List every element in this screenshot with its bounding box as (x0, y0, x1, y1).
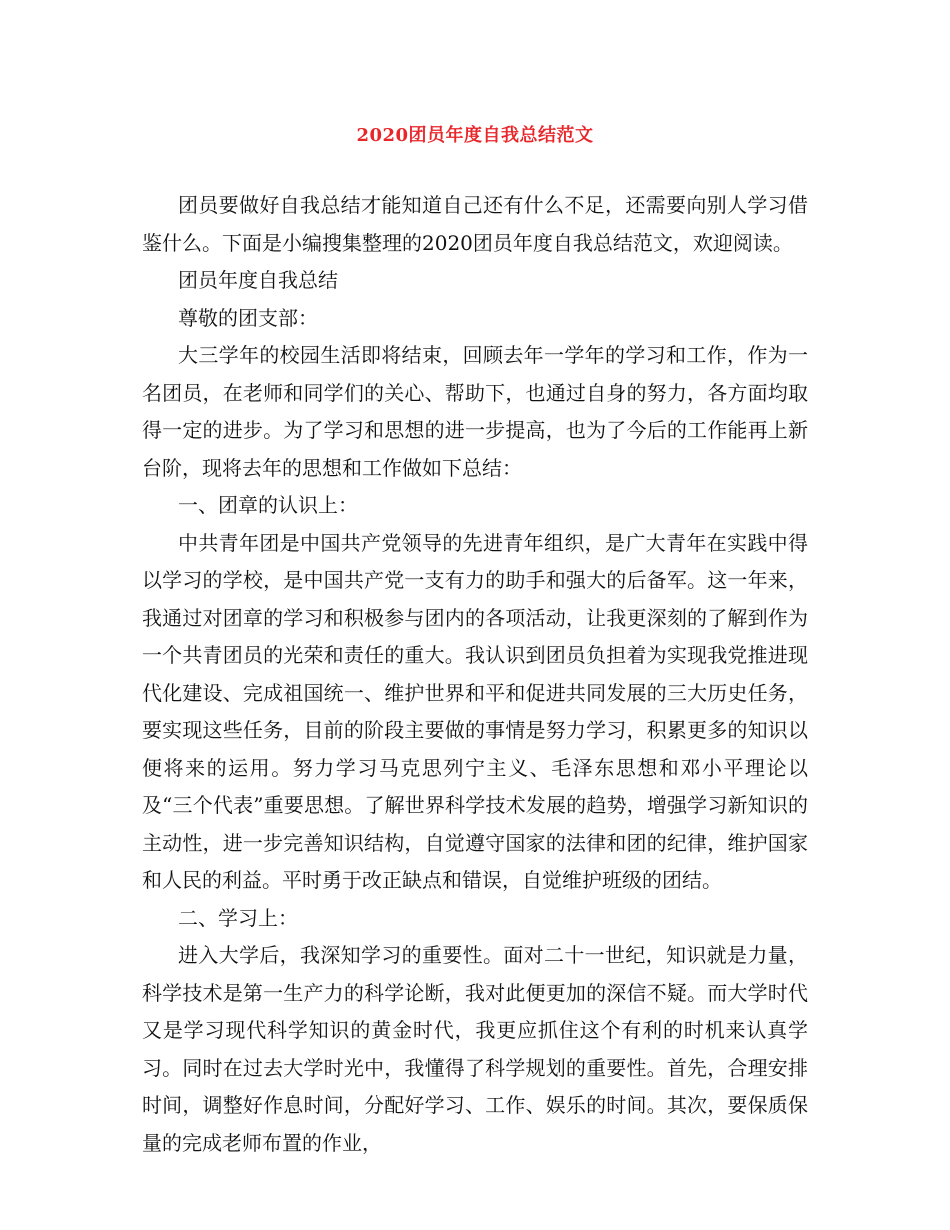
paragraph-heading: 团员年度自我总结 (178, 268, 338, 292)
paragraph-intro: 团员要做好自我总结才能知道自己还有什么不足，还需要向别人学习借鉴什么。下面是小编搜集整理的2020团员年度自我总结范文，欢迎阅读。 (142, 193, 808, 255)
paragraph-section-1: 中共青年团是中国共产党领导的先进青年组织，是广大青年在实践中得以学习的学校，是中国共产党一支有力的助手和强大的后备军。这一年来，我通过对团章的学习和积极参与团内的各项活动，让我更深刻的了解到作为一个共青团员的光荣和责任的重大。我认识到团员负担着为实现我党推进现代化建设、完成祖国统一、维护世界和平和促进共同发展的三大历史任务，要实现这些任务，目前的阶段主要做的事情是努力学习，积累更多的知识以便将来的运用。努力学习马克思列宁主义、毛泽东思想和邓小平理论以及“三个代表”重要思想。了解世界科学技术发展的趋势，增强学习新知识的主动性，进一步完善知识结构，自觉遵守国家的法律和团的纪律，维护国家和人民的利益。平时勇于改正缺点和错误，自觉维护班级的团结。 (142, 530, 808, 892)
document-title: 2020团员年度自我总结范文 (356, 125, 594, 146)
section-heading-2: 二、学习上： (178, 905, 298, 930)
paragraph-opening: 大三学年的校园生活即将结束，回顾去年一学年的学习和工作，作为一名团员，在老师和同学们的关心、帮助下，也通过自身的努力，各方面均取得一定的进步。为了学习和思想的进一步提高，也为了今后的工作能再上新台阶，现将去年的思想和工作做如下总结： (142, 343, 808, 480)
document-body (142, 187, 808, 1162)
paragraph-salutation: 尊敬的团支部： (178, 305, 318, 330)
section-heading-1: 一、团章的认识上： (178, 493, 358, 517)
paragraph-section-2: 进入大学后，我深知学习的重要性。面对二十一世纪，知识就是力量，科学技术是第一生产力的科学论断，我对此便更加的深信不疑。而大学时代又是学习现代科学知识的黄金时代，我更应抓住这个有利的时机来认真学习。同时在过去大学时光中，我懂得了科学规划的重要性。首先，合理安排时间，调整好作息时间，分配好学习、工作、娱乐的时间。其次，要保质保量的完成老师布置的作业， (142, 943, 808, 1155)
